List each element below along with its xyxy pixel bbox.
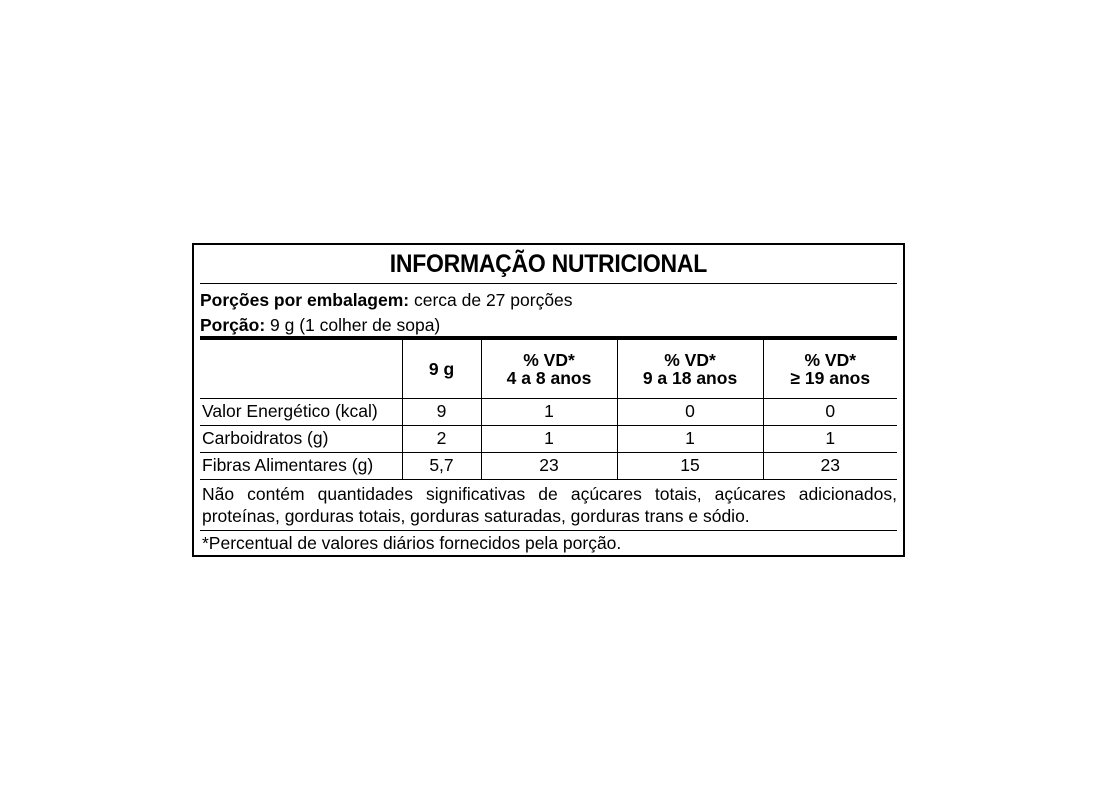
header-line2: ≥ 19 anos	[790, 367, 871, 388]
row-value: 1	[617, 425, 763, 452]
serving-size-label: Porção:	[200, 315, 266, 335]
table-row	[200, 452, 897, 479]
footnote: *Percentual de valores diários fornecidos pela porção.	[202, 532, 622, 553]
row-nutrient-name: Carboidratos (g)	[200, 425, 402, 452]
row-value: 5,7	[402, 452, 481, 479]
nutrition-facts-label	[192, 243, 905, 557]
row-value: 15	[617, 452, 763, 479]
serving-size-value: 9 g (1 colher de sopa)	[265, 315, 441, 335]
label-title-text: INFORMAÇÃO NUTRICIONAL	[389, 249, 708, 278]
servings-per-package-label: Porções por embalagem:	[200, 290, 410, 310]
header-line2: 4 a 8 anos	[506, 367, 592, 388]
row-value: 1	[481, 398, 617, 425]
servings-per-package-value: cerca de 27 porções	[409, 290, 573, 310]
serving-size	[200, 313, 897, 338]
portions-info	[200, 284, 897, 336]
header-serving	[402, 340, 481, 398]
row-value: 23	[481, 452, 617, 479]
nutrient-disclaimer: Não contém quantidades significativas de açúcares totais, açúcares adicionados, proteínas, gorduras totais, gorduras saturadas, gorduras trans e sódio.	[200, 480, 897, 531]
row-value: 0	[617, 398, 763, 425]
servings-per-package	[200, 288, 897, 313]
row-value: 23	[763, 452, 897, 479]
header-vd-4-8	[481, 340, 617, 398]
header-line1: % VD*	[804, 349, 857, 370]
header-line2: 9 a 18 anos	[642, 367, 738, 388]
row-value: 2	[402, 425, 481, 452]
row-value: 0	[763, 398, 897, 425]
nutrition-table	[200, 340, 897, 480]
header-line1: % VD*	[523, 349, 575, 370]
row-nutrient-name: Fibras Alimentares (g)	[200, 452, 402, 479]
row-nutrient-name: Valor Energético (kcal)	[200, 398, 402, 425]
row-value: 1	[481, 425, 617, 452]
row-value: 1	[763, 425, 897, 452]
header-line1: % VD*	[664, 349, 716, 370]
table-header-row	[200, 340, 897, 398]
label-title	[200, 245, 897, 284]
header-vd-9-18	[617, 340, 763, 398]
row-value: 9	[402, 398, 481, 425]
table-row	[200, 425, 897, 452]
header-nutrient	[200, 340, 402, 398]
header-vd-19-plus	[763, 340, 897, 398]
header-serving-text: 9 g	[428, 358, 455, 379]
table-row	[200, 398, 897, 425]
